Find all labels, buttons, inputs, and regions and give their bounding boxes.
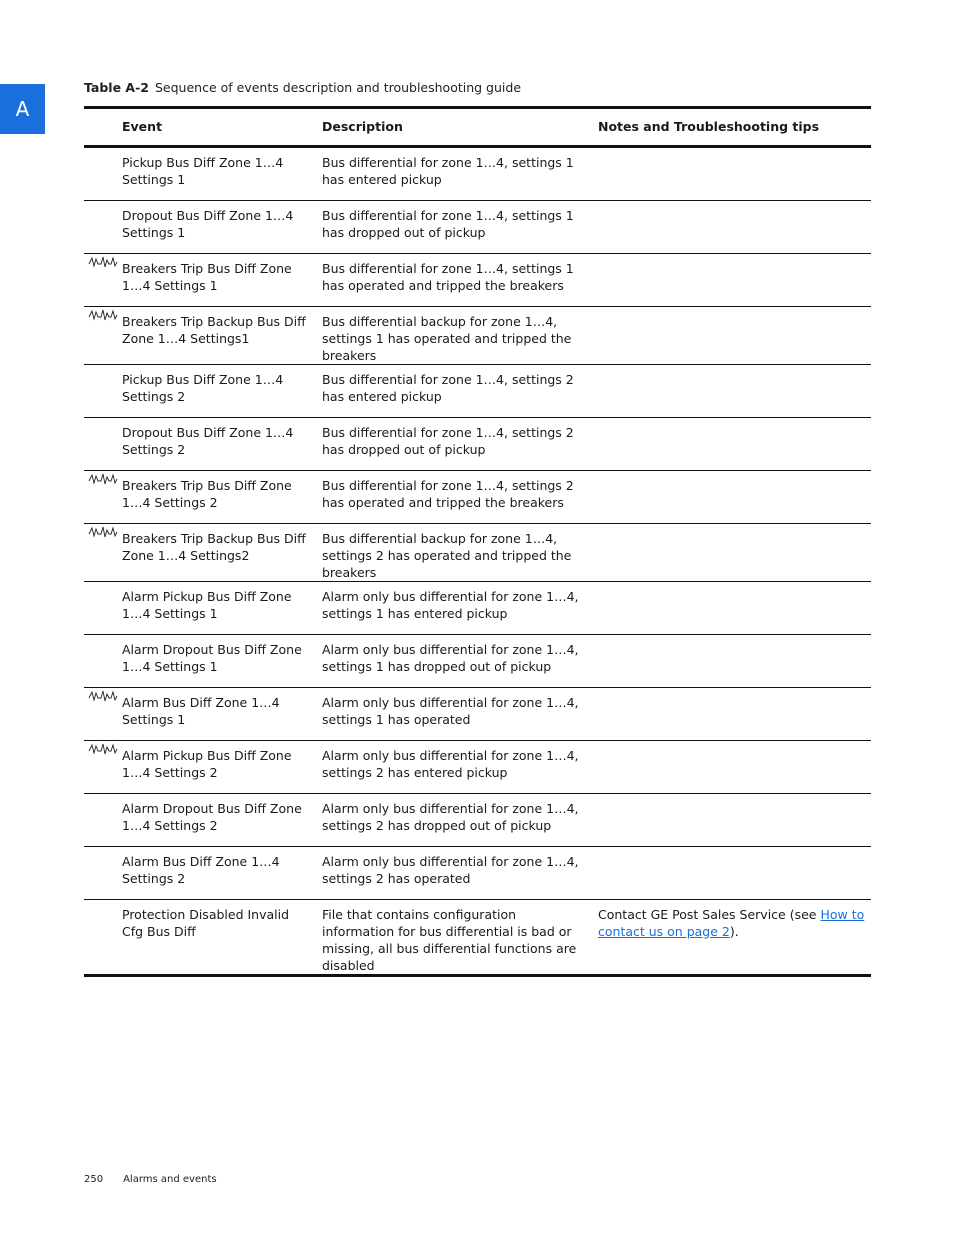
cell-event: Alarm Bus Diff Zone 1…4 Settings 1 [122, 688, 322, 741]
contact-us-link[interactable]: How to contact us on page 2 [598, 907, 865, 939]
table-row [84, 201, 871, 254]
cell-event: Alarm Pickup Bus Diff Zone 1…4 Settings 1 [122, 582, 322, 635]
cell-description: Bus differential for zone 1…4, settings 1 has entered pickup [322, 147, 598, 201]
cell-notes [598, 582, 871, 635]
table-row [84, 635, 871, 688]
row-icon-cell [84, 794, 122, 847]
row-icon-cell [84, 900, 122, 976]
table-caption-label: Table A-2 [84, 80, 149, 95]
oscillography-wave-icon [88, 474, 118, 489]
cell-description: Alarm only bus differential for zone 1…4, settings 2 has entered pickup [322, 741, 598, 794]
header-description: Description [322, 108, 598, 147]
row-icon-cell [84, 254, 122, 307]
table-row [84, 418, 871, 471]
header-event: Event [122, 108, 322, 147]
row-icon-cell [84, 524, 122, 582]
cell-description: Alarm only bus differential for zone 1…4, settings 1 has dropped out of pickup [322, 635, 598, 688]
table-row [84, 794, 871, 847]
table-row [84, 582, 871, 635]
row-icon-cell [84, 741, 122, 794]
header-icon-column [84, 108, 122, 147]
cell-event: Pickup Bus Diff Zone 1…4 Settings 1 [122, 147, 322, 201]
table-row [84, 471, 871, 524]
cell-event: Protection Disabled Invalid Cfg Bus Diff [122, 900, 322, 976]
notes-text: Contact GE Post Sales Service (see [598, 907, 821, 922]
table-row [84, 307, 871, 365]
footer-section: Alarms and events [123, 1174, 217, 1185]
events-table-container [84, 106, 871, 977]
cell-description: Alarm only bus differential for zone 1…4, settings 1 has entered pickup [322, 582, 598, 635]
table-caption-title: Sequence of events description and troubleshooting guide [154, 80, 522, 95]
row-icon-cell [84, 307, 122, 365]
cell-description: Bus differential for zone 1…4, settings 2 has dropped out of pickup [322, 418, 598, 471]
cell-event: Alarm Dropout Bus Diff Zone 1…4 Settings 1 [122, 635, 322, 688]
cell-event: Alarm Bus Diff Zone 1…4 Settings 2 [122, 847, 322, 900]
table-caption [84, 80, 521, 95]
notes-suffix: ). [729, 924, 739, 939]
cell-notes [598, 847, 871, 900]
cell-notes [598, 254, 871, 307]
row-icon-cell [84, 688, 122, 741]
row-icon-cell [84, 418, 122, 471]
cell-event: Dropout Bus Diff Zone 1…4 Settings 2 [122, 418, 322, 471]
cell-event: Breakers Trip Backup Bus Diff Zone 1…4 Settings2 [122, 524, 322, 582]
cell-description: File that contains configuration information for bus differential is bad or missing, all bus differential functions are disabled [322, 900, 598, 976]
row-icon-cell [84, 582, 122, 635]
cell-notes [598, 635, 871, 688]
cell-description: Bus differential for zone 1…4, settings 1 has dropped out of pickup [322, 201, 598, 254]
row-icon-cell [84, 147, 122, 201]
page-number: 250 [84, 1174, 104, 1185]
oscillography-wave-icon [88, 310, 118, 325]
table-body [84, 147, 871, 976]
cell-notes [598, 307, 871, 365]
row-icon-cell [84, 365, 122, 418]
page-footer [84, 1174, 217, 1185]
cell-description: Bus differential backup for zone 1…4, settings 1 has operated and tripped the breakers [322, 307, 598, 365]
cell-event: Breakers Trip Bus Diff Zone 1…4 Settings 2 [122, 471, 322, 524]
cell-notes [598, 201, 871, 254]
cell-notes [598, 524, 871, 582]
row-icon-cell [84, 201, 122, 254]
cell-event: Pickup Bus Diff Zone 1…4 Settings 2 [122, 365, 322, 418]
cell-notes [598, 741, 871, 794]
table-header-row [84, 108, 871, 147]
cell-description: Alarm only bus differential for zone 1…4, settings 1 has operated [322, 688, 598, 741]
cell-event: Alarm Pickup Bus Diff Zone 1…4 Settings 2 [122, 741, 322, 794]
cell-description: Bus differential for zone 1…4, settings 2 has entered pickup [322, 365, 598, 418]
events-table [84, 106, 871, 977]
cell-notes [598, 418, 871, 471]
cell-description: Bus differential for zone 1…4, settings 2 has operated and tripped the breakers [322, 471, 598, 524]
table-row [84, 847, 871, 900]
cell-notes [598, 794, 871, 847]
oscillography-wave-icon [88, 744, 118, 759]
table-row [84, 254, 871, 307]
table-row [84, 365, 871, 418]
header-notes: Notes and Troubleshooting tips [598, 108, 871, 147]
cell-notes [598, 147, 871, 201]
cell-notes [598, 900, 871, 976]
cell-event: Breakers Trip Bus Diff Zone 1…4 Settings 1 [122, 254, 322, 307]
table-row [84, 900, 871, 976]
table-row [84, 524, 871, 582]
table-row [84, 741, 871, 794]
cell-notes [598, 365, 871, 418]
cell-description: Alarm only bus differential for zone 1…4, settings 2 has dropped out of pickup [322, 794, 598, 847]
table-row [84, 147, 871, 201]
row-icon-cell [84, 847, 122, 900]
oscillography-wave-icon [88, 691, 118, 706]
oscillography-wave-icon [88, 257, 118, 272]
table-row [84, 688, 871, 741]
cell-event: Dropout Bus Diff Zone 1…4 Settings 1 [122, 201, 322, 254]
row-icon-cell [84, 635, 122, 688]
cell-event: Alarm Dropout Bus Diff Zone 1…4 Settings 2 [122, 794, 322, 847]
cell-description: Bus differential for zone 1…4, settings 1 has operated and tripped the breakers [322, 254, 598, 307]
cell-notes [598, 471, 871, 524]
row-icon-cell [84, 471, 122, 524]
cell-notes [598, 688, 871, 741]
cell-description: Alarm only bus differential for zone 1…4, settings 2 has operated [322, 847, 598, 900]
section-tab-marker: A [0, 84, 45, 134]
oscillography-wave-icon [88, 527, 118, 542]
cell-event: Breakers Trip Backup Bus Diff Zone 1…4 Settings1 [122, 307, 322, 365]
cell-description: Bus differential backup for zone 1…4, settings 2 has operated and tripped the breakers [322, 524, 598, 582]
